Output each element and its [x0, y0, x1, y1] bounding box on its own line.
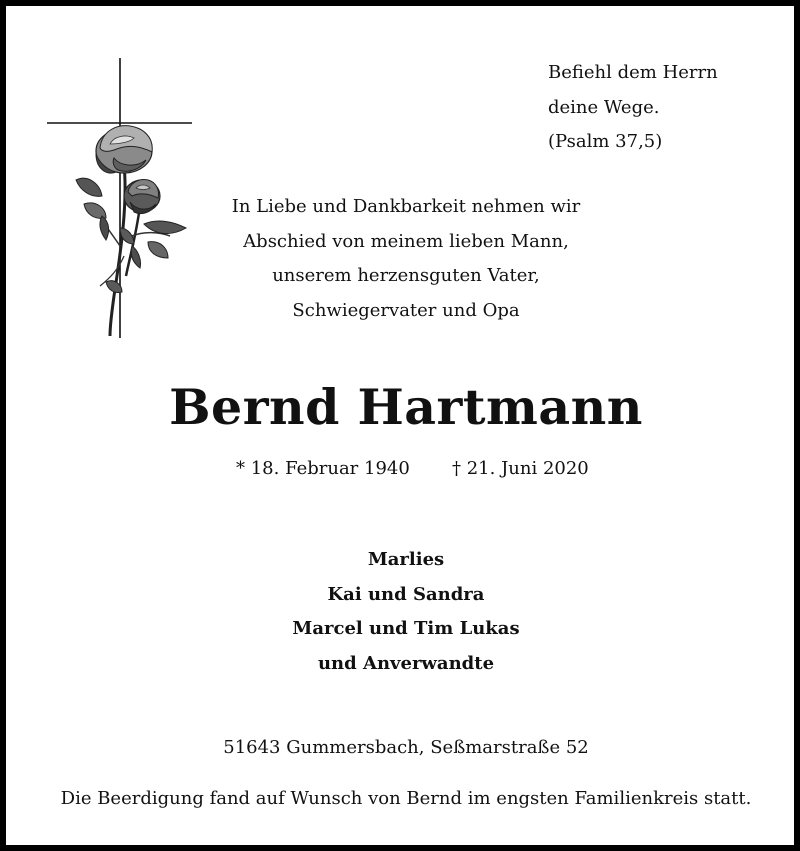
- intro-line: unserem herzensguten Vater,: [272, 265, 540, 286]
- mourners-list: [6, 543, 800, 681]
- mourner-name: Marcel und Tim Lukas: [292, 618, 520, 639]
- intro-text: [156, 190, 656, 328]
- death-date: † 21. Juni 2020: [452, 458, 589, 479]
- mourner-name: Kai und Sandra: [327, 583, 485, 605]
- verse-line: Befiehl dem Herrn: [548, 62, 718, 83]
- intro-line: Abschied von meinem lieben Mann,: [243, 230, 569, 252]
- mourner-name: Marlies: [367, 549, 445, 570]
- deceased-name: Bernd Hartmann: [169, 378, 643, 436]
- intro-line: Schwiegervater und Opa: [292, 299, 520, 321]
- verse-line: deine Wege.: [548, 96, 660, 118]
- mourner-name: und Anverwandte: [317, 652, 495, 674]
- address: 51643 Gummersbach, Seßmarstraße 52: [223, 737, 589, 758]
- birth-date: * 18. Februar 1940: [236, 458, 410, 479]
- verse-citation: (Psalm 37,5): [548, 131, 663, 152]
- bible-verse: [548, 56, 718, 160]
- funeral-notice: Die Beerdigung fand auf Wunsch von Bernd im engsten Familienkreis statt.: [60, 788, 752, 809]
- intro-line: In Liebe und Dankbarkeit nehmen wir: [231, 196, 581, 217]
